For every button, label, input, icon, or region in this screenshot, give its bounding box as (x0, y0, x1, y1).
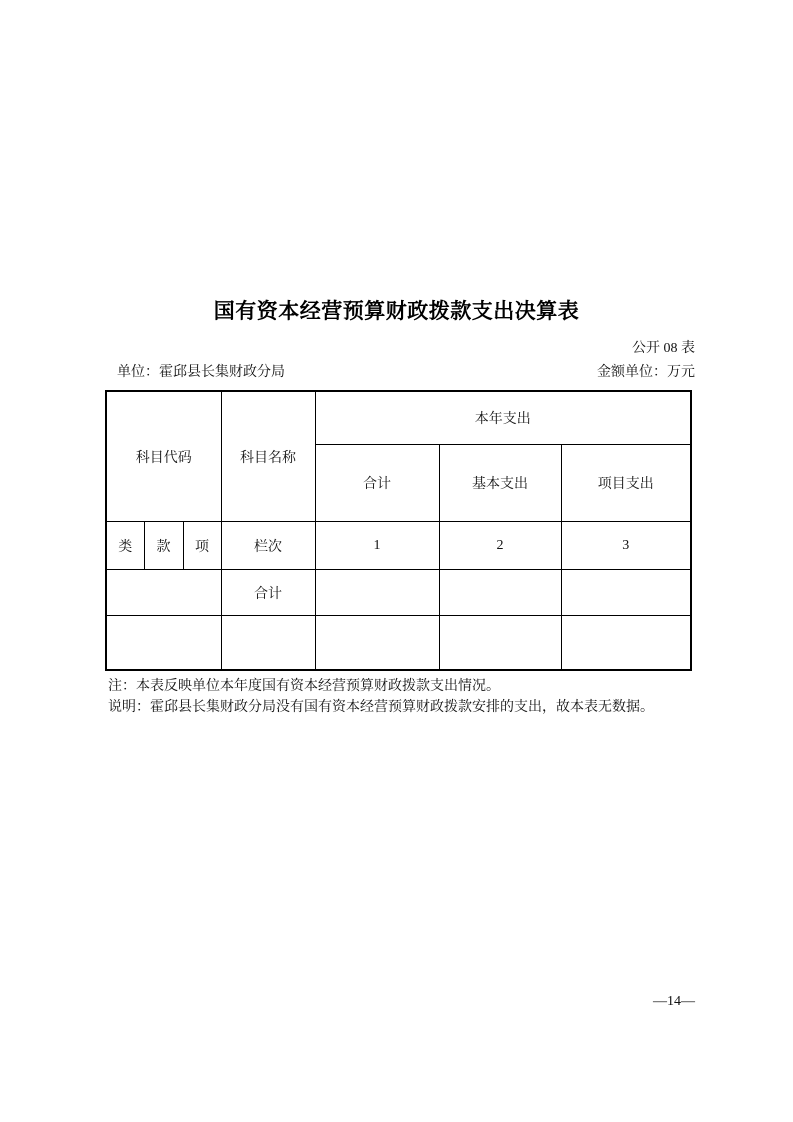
cell-total (315, 616, 439, 671)
cell-total (315, 570, 439, 616)
table-notes (108, 677, 733, 718)
header-subject-name: 科目名称 (221, 391, 315, 522)
cell-name: 合计 (221, 570, 315, 616)
cell-basic (439, 570, 561, 616)
note-line: 注：本表反映单位本年度国有资本经营预算财政拨款支出情况。 (108, 679, 500, 694)
header-basic-expenditure: 基本支出 (439, 445, 561, 522)
cell-code (106, 616, 221, 671)
table-header-row-1 (106, 391, 691, 445)
page-number: —14— (653, 994, 695, 1009)
expenditure-table (105, 390, 692, 671)
form-number-label: 公开 08 表 (632, 341, 695, 356)
page-title: 国有资本经营预算财政拨款支出决算表 (213, 300, 580, 323)
header-total: 合计 (315, 445, 439, 522)
column-number-2: 2 (439, 522, 561, 570)
cell-code (106, 570, 221, 616)
cell-basic (439, 616, 561, 671)
remark-line: 说明：霍邱县长集财政分局没有国有资本经营预算财政拨款安排的支出，故本表无数据。 (108, 699, 654, 715)
table-row-total (106, 570, 691, 616)
header-item: 项 (183, 522, 221, 570)
amount-unit-label: 金额单位：万元 (597, 365, 695, 380)
table-row-empty (106, 616, 691, 671)
header-class: 类 (106, 522, 144, 570)
meta-row (117, 364, 695, 381)
column-number-1: 1 (315, 522, 439, 570)
header-current-year-expenditure: 本年支出 (315, 391, 691, 445)
column-number-3: 3 (561, 522, 691, 570)
cell-project (561, 616, 691, 671)
cell-project (561, 570, 691, 616)
header-clause: 款 (144, 522, 183, 570)
header-column-label: 栏次 (221, 522, 315, 570)
header-project-expenditure: 项目支出 (561, 445, 691, 522)
unit-label: 单位：霍邱县长集财政分局 (117, 365, 285, 380)
cell-name (221, 616, 315, 671)
header-subject-code: 科目代码 (106, 391, 221, 522)
table-column-index-row (106, 522, 691, 570)
